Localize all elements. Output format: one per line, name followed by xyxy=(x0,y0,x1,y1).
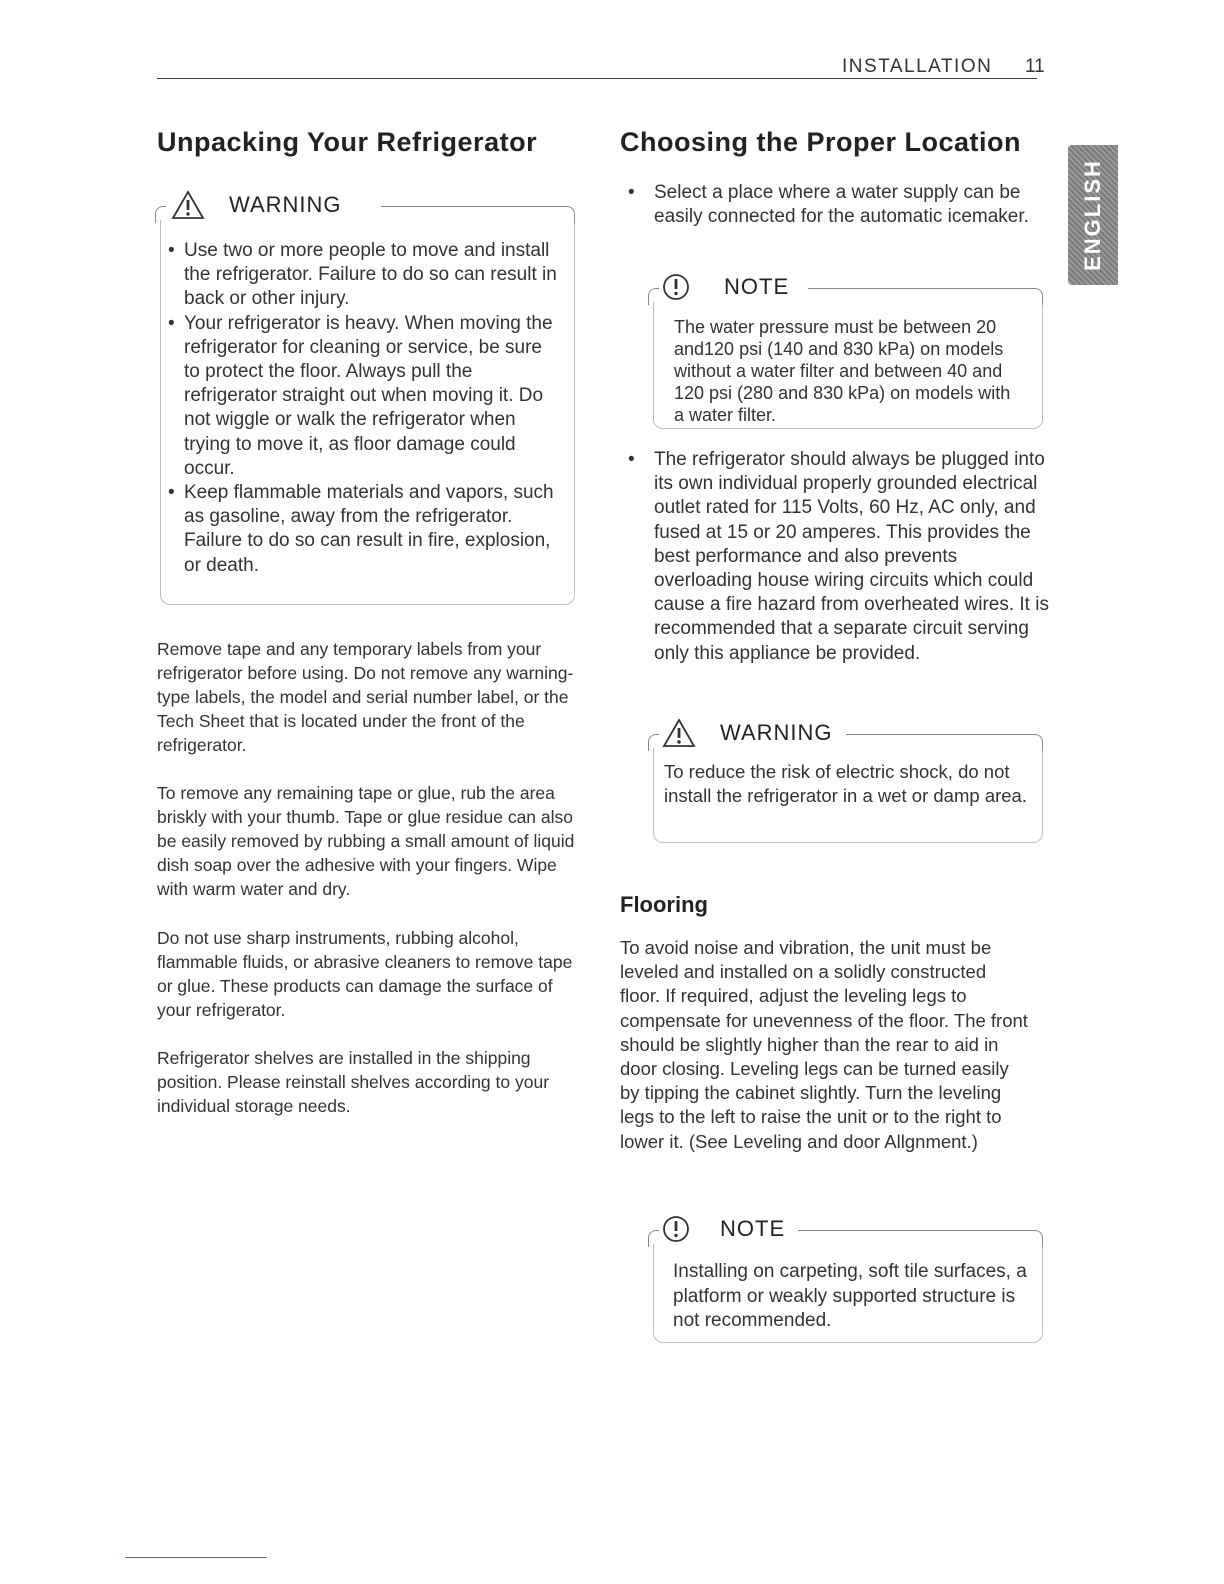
note-box-flooring xyxy=(653,1216,1043,1343)
note-text: Installing on carpeting, soft tile surfaces, a platform or weakly supported structure is not recommended. xyxy=(673,1261,1027,1331)
language-tab-label: ENGLISH xyxy=(1080,159,1105,271)
paragraph: Remove tape and any temporary labels from your refrigerator before using. Do not remove any warning-type labels, the model and serial number label, or the Tech Sheet that is located under the front of the refrigerator. xyxy=(157,639,574,755)
bullet-text: The refrigerator should always be plugged into its own individual properly grounded electrical outlet rated for 115 Volts, 60 Hz, AC only, and fused at 15 or 20 amperes. This provides the best performance and also prevents overloading house wiring circuits which could cause a fire hazard from overheated wires. It is recommended that a separate circuit serving only this appliance be provided. xyxy=(654,449,1049,664)
warning-box-unpacking xyxy=(160,192,575,605)
warning-label: WARNING xyxy=(229,192,342,217)
bottom-rule xyxy=(125,1557,267,1558)
warning-list xyxy=(168,239,560,578)
warning-icon xyxy=(662,718,696,753)
paragraph: Do not use sharp instruments, rubbing alcohol, flammable fluids, or abrasive cleaners to remove tape or glue. These products can damage the surface of your refrigerator. xyxy=(157,928,573,1020)
warning-icon xyxy=(171,190,205,225)
note-icon xyxy=(662,272,690,307)
bullet-text: Select a place where a water supply can be easily connected for the automatic icemaker. xyxy=(654,182,1029,228)
note-box-water-pressure xyxy=(653,274,1043,429)
bullet-item: • Select a place where a water supply can be easily connected for the automatic icemaker. xyxy=(628,182,1029,228)
note-label: NOTE xyxy=(724,274,790,299)
warning-text: To reduce the risk of electric shock, do not install the refrigerator in a wet or damp area. xyxy=(664,761,1027,806)
note-label: NOTE xyxy=(720,1216,786,1241)
paragraph: To remove any remaining tape or glue, rub the area briskly with your thumb. Tape or glue residue can also be easily removed by rubbing a small amount of liquid dish soap over the adhesive with your fingers. Wipe with warm water and dry. xyxy=(157,783,575,899)
warning-item: • Keep flammable materials and vapors, such as gasoline, away from the refrigerator. Failure to do so can result in fire, explosion, or death. xyxy=(168,481,560,578)
warning-label: WARNING xyxy=(720,720,833,745)
section-title: INSTALLATION xyxy=(842,56,993,77)
language-tab xyxy=(1068,145,1118,285)
bullet-item: • The refrigerator should always be plugged into its own individual properly grounded electrical outlet rated for 115 Volts, 60 Hz, AC only, and fused at 15 or 20 amperes. This provides the best performance and also prevents overloading house wiring circuits which could cause a fire hazard from overheated wires. It is recommended that a separate circuit serving only this appliance be provided. xyxy=(628,449,1049,664)
page-number: 11 xyxy=(1025,56,1045,77)
warning-item: • Your refrigerator is heavy. When moving the refrigerator for cleaning or service, be sure to protect the floor. Always pull the refrigerator straight out when moving it. Do not wiggle or walk the refrigerator when trying to move it, as floor damage could occur. xyxy=(168,312,560,481)
warning-item: • Use two or more people to move and install the refrigerator. Failure to do so can result in back or other injury. xyxy=(168,239,560,312)
paragraph: Refrigerator shelves are installed in the shipping position. Please reinstall shelves according to your individual storage needs. xyxy=(157,1048,550,1116)
flooring-text: To avoid noise and vibration, the unit must be leveled and installed on a solidly constructed floor. If required, adjust the leveling legs to compensate for unevenness of the floor. The front should be slightly higher than the rear to aid in door closing. Leveling legs can be turned easily by tipping the cabinet slightly. Turn the leveling legs to the left to raise the unit or to the right to lower it. (See Leveling and door Allgnment.) xyxy=(620,937,1028,1152)
location-title: Choosing the Proper Location xyxy=(620,127,1022,157)
header-rule xyxy=(157,78,1037,79)
warning-box-electric xyxy=(653,720,1043,843)
flooring-title: Flooring xyxy=(620,892,708,917)
note-icon xyxy=(662,1214,690,1249)
note-text: The water pressure must be between 20 and120 psi (140 and 830 kPa) on models without a water filter and between 40 and 120 psi (280 and 830 kPa) on models with a water filter. xyxy=(674,317,1011,425)
unpacking-title: Unpacking Your Refrigerator xyxy=(157,127,538,157)
